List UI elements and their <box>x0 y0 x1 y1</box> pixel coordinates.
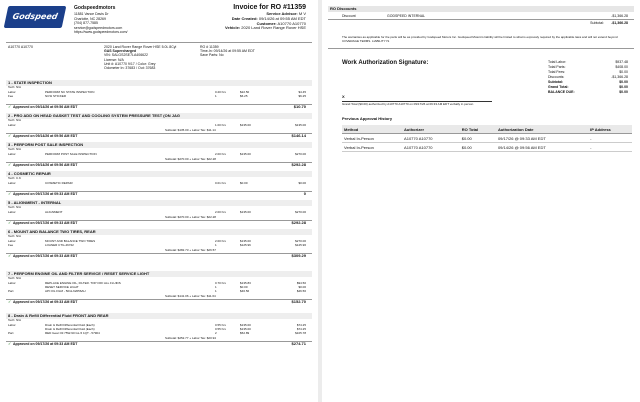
line-amount: $46.56 <box>296 289 306 293</box>
line-amount: $4.45 <box>298 90 306 94</box>
history-cell: A10770 A10770 <box>402 134 460 143</box>
line-description: ALIGNMENT <box>45 210 63 214</box>
totals-label: Discounts: <box>548 75 565 79</box>
job-tech: Tech: N/A <box>8 234 22 239</box>
line-amount: $94.50 <box>296 281 306 285</box>
line-amount: $105.78 <box>295 331 306 335</box>
line-rate: $0.00 <box>240 285 248 289</box>
customer-value: A10770 A10770 <box>277 20 306 26</box>
vehicle-label: Vehicle: <box>225 25 241 31</box>
line-type: Part <box>8 331 14 335</box>
line-quantity: 1 <box>215 285 217 289</box>
line-quantity: 0.55 hrs <box>215 323 226 327</box>
line-description: REPLACE ENGINE OIL, FILTER. TOP OFF ALL FLUIDS <box>45 281 121 285</box>
line-rate: $125.96 <box>240 243 251 247</box>
line-rate: $135.83 <box>240 281 251 285</box>
authorization-heading: Work Authorization Signature: <box>342 60 429 66</box>
approval-history-heading: Previous Approval History <box>342 116 393 121</box>
job-tech: Tech: N/A <box>8 205 22 210</box>
line-rate: $135.00 <box>240 210 251 214</box>
invoice-title: Invoice for RO #11359 <box>233 4 306 11</box>
line-type: Fee <box>8 94 14 98</box>
approved-check-icon: ✓ <box>8 252 12 258</box>
line-description: PERFORM NC STATE INSPECTION <box>45 90 95 94</box>
service-advisor-value: M V <box>298 11 306 16</box>
job-total: $274.71 <box>291 340 306 346</box>
job-tech: Tech: N/A <box>8 85 22 90</box>
totals-label: BALANCE DUE: <box>548 90 575 94</box>
line-quantity: 2.00 hrs <box>215 239 226 243</box>
line-quantity: 0.55 hrs <box>215 327 226 331</box>
line-type: Labor <box>8 152 16 156</box>
totals-label: Total Labor: <box>548 60 567 64</box>
job-header-row <box>6 171 312 177</box>
line-rate: $135.00 <box>240 327 251 331</box>
customer-label: Customer: <box>256 20 277 26</box>
history-cell: $0.00 <box>460 134 496 143</box>
job-title: 8 - Drain & Refill Differential Fluid FRONT AND REAR <box>8 312 109 318</box>
line-type: Labor <box>8 90 16 94</box>
line-quantity: 0.70 hrs <box>215 281 226 285</box>
job-approved: Approved on 09/14/26 at 09:56 AM EDT <box>13 104 78 109</box>
job-total: $10.70 <box>293 103 306 109</box>
info-vehicle: 2020 Land Rover Range Rover HSE 5.0L 8Cyl <box>104 45 177 49</box>
job-total: 0 <box>303 190 306 196</box>
line-rate: $22.50 <box>240 90 250 94</box>
line-type: Labor <box>8 323 16 327</box>
line-amount: $0.00 <box>298 181 306 185</box>
shop-website[interactable]: https://www.godspeedmotors.com/ <box>74 30 128 34</box>
totals-value: $0.00 <box>619 85 628 89</box>
line-type: Labor <box>8 281 16 285</box>
history-cell: A10770 A10770 <box>402 143 460 152</box>
job-tech: Tech: C.K <box>8 176 22 181</box>
totals-panel <box>548 60 628 95</box>
line-type: Labor <box>8 123 16 127</box>
line-type: Labor <box>8 239 16 243</box>
line-description: NCSI STICKER <box>45 94 67 98</box>
job-subtotal: Subtotal: $141.06 + Labor Tax: $11.64 <box>165 293 216 298</box>
line-amount: $0.00 <box>298 285 306 289</box>
job-subtotal: Subtotal: $270.00 + Labor Tax: $22.28 <box>165 156 216 161</box>
info-vehicle-sub: GAS Supercharged <box>104 49 137 54</box>
line-rate: $0.00 <box>240 181 248 185</box>
line-amount: $125.96 <box>295 243 306 247</box>
job-total: $146.14 <box>291 132 306 138</box>
job-approved: Approved on 09/17/26 at 09:33 AM EDT <box>13 191 78 196</box>
line-type: Fee <box>8 243 14 247</box>
approved-check-icon: ✓ <box>8 190 12 196</box>
invoice-page-2 <box>322 0 640 402</box>
totals-value: $408.00 <box>615 65 628 69</box>
approval-history-header <box>342 125 632 134</box>
history-cell: Verbal In-Person <box>342 134 402 143</box>
approved-check-icon: ✓ <box>8 298 12 304</box>
totals-label: Total Fees: <box>548 70 566 74</box>
approved-check-icon: ✓ <box>8 103 12 109</box>
line-type: Part <box>8 289 14 293</box>
history-column-header: Authorizer <box>402 125 460 134</box>
history-row <box>342 134 632 143</box>
discount-amount: -$1,366.28 <box>611 13 628 18</box>
line-rate: $52.89 <box>240 331 250 335</box>
line-description: RESET SERVICE LIGHT <box>45 285 79 289</box>
line-amount: $6.25 <box>298 94 306 98</box>
job-title: 2 - PRO ADD ON HEAD GASKET TEST AND COOLING SYSTEM PRESSURE TEST (ON JAG <box>8 112 180 118</box>
discounts-subtotal-label: Subtotal: <box>590 20 604 25</box>
line-quantity: 2.00 hrs <box>215 210 226 214</box>
discounts-header-row <box>328 6 634 12</box>
line-amount: $74.25 <box>296 327 306 331</box>
line-description: LOANER CTG-46722 <box>45 243 74 247</box>
job-title: 4 - COSMETIC REPAIR <box>8 170 51 176</box>
date-created-label: Date Created: <box>231 15 258 21</box>
history-cell: Verbal In-Person <box>342 143 402 152</box>
job-title: 6 - MOUNT AND BALANCE TWO TIRES, REAR <box>8 228 96 234</box>
job-tech: Tech: N/A <box>8 118 22 123</box>
job-approved: Approved on 09/17/26 at 09:33 AM EDT <box>13 299 78 304</box>
approved-check-icon: ✓ <box>8 132 12 138</box>
line-rate: $135.00 <box>240 152 251 156</box>
shop-email[interactable]: service@godspeedmotors.com <box>74 25 123 30</box>
approved-check-icon: ✓ <box>8 219 12 225</box>
invoice-header <box>225 4 306 31</box>
line-amount: $135.00 <box>295 123 306 127</box>
line-quantity: 1.00 hrs <box>215 123 226 127</box>
line-description: Drain & Refill Differential Fluid (Each) <box>45 327 95 331</box>
info-vin: VIN: SALGS2SE7LA406622 <box>104 53 148 58</box>
job-subtotal: Subtotal: $270.00 + Labor Tax: $22.28 <box>165 214 216 219</box>
job-title: 7 - PERFORM ENGINE OIL AND FILTER SERVICE / RESET SERVICE LIGHT <box>8 270 150 276</box>
job-tech: Tech: N/A <box>8 318 22 323</box>
line-rate: $135.00 <box>240 239 251 243</box>
info-ro: RO # 11359 <box>200 45 219 49</box>
totals-list <box>548 60 628 95</box>
totals-value: $0.00 <box>619 90 628 94</box>
line-quantity: 1 <box>215 243 217 247</box>
totals-label: Subtotal: <box>548 80 564 84</box>
discounts-heading: RO Discounts <box>330 5 357 11</box>
approval-history-body <box>342 134 632 152</box>
history-cell: 09/17/26 @ 09:33 AM EDT <box>496 134 588 143</box>
invoice-page-1 <box>0 0 318 402</box>
signature-x: X <box>342 94 345 99</box>
vehicle-row <box>225 26 306 31</box>
line-description: MOUNT AND BALANCE TWO TIRES <box>45 239 96 243</box>
shop-name: Godspeedmotors <box>74 5 116 11</box>
discount-description: GODSPEED INTERNAL <box>387 13 426 18</box>
line-rate: $46.56 <box>240 289 250 293</box>
totals-label: Total Parts: <box>548 65 566 69</box>
history-column-header: Method <box>342 125 402 134</box>
line-quantity: 2 <box>215 331 217 335</box>
discounts-subtotal: -$1,366.28 <box>611 20 628 25</box>
info-save-parts: Save Parts: No <box>200 53 224 58</box>
totals-value: $937.48 <box>615 60 628 64</box>
history-row <box>342 143 632 152</box>
line-description: RED Gear Oil 75W-90 GL-5 1QT - 57904 <box>45 331 100 335</box>
line-rate: $6.25 <box>240 94 248 98</box>
totals-value: $0.00 <box>619 80 628 84</box>
line-type: Labor <box>8 210 16 214</box>
info-vehicle-block <box>104 45 176 70</box>
line-quantity: 0.20 hrs <box>215 90 226 94</box>
history-column-header: RO Total <box>460 125 496 134</box>
totals-label: Grand Total: <box>548 85 569 89</box>
info-ro-block <box>200 45 255 58</box>
job-total: $292.28 <box>291 219 306 225</box>
vehicle-value: 2020 Land Rover Range Rover HSE <box>241 25 306 31</box>
info-odometer: Odometer In: 37683 / Out: 37683 <box>104 66 156 71</box>
line-type: Labor <box>8 181 16 185</box>
job-total: $152.70 <box>291 298 306 304</box>
line-description: PERFORM POST SALE INSPECTION <box>45 152 97 156</box>
line-description: Drain & Refill Differential Fluid (Each) <box>45 323 95 327</box>
history-cell: - <box>588 143 632 152</box>
approved-check-icon: ✓ <box>8 340 12 346</box>
history-column-header: IP Address <box>588 125 632 134</box>
warranty-text: The warranties as applicable for the parts will be as provided by Godspeed Motors Inc. Godspeed Motors's liability will be limited to what is expressly required by the applicable laws and will not extend beyond COVERAGE TERMS. LIABILITY IS <box>342 35 618 43</box>
line-quantity: 1 <box>215 289 217 293</box>
job-subtotal: Subtotal: $135.00 + Labor Tax: $11.14 <box>165 127 216 132</box>
history-cell: 09/14/26 @ 09:56 AM EDT <box>496 143 588 152</box>
authorization-fine-print: Grand Total ($0.00) authorized by A10770 A10770 on 09/17/26 at 09:33 AM EDT verbally in person <box>342 102 474 106</box>
job-approved: Approved on 09/14/26 at 09:56 AM EDT <box>13 133 78 138</box>
shop-address-1: 11881 Vance Davis Dr <box>74 12 109 16</box>
job-approved: Approved on 09/17/26 at 09:33 AM EDT <box>13 253 78 258</box>
line-description: COSMETIC REPAIR <box>45 181 73 185</box>
info-license: License: N/A <box>104 57 124 62</box>
line-amount: $270.00 <box>295 239 306 243</box>
line-quantity: 2.00 hrs <box>215 152 226 156</box>
shop-phone: (704) 877-7585 <box>74 21 98 25</box>
job-title: 1 - STATE INSPECTION <box>8 79 52 85</box>
info-time-in: Time-In: 09/14/26 at 09:55 AM EDT <box>200 49 255 54</box>
line-quantity: 1 <box>215 94 217 98</box>
history-cell: $0.00 <box>460 143 496 152</box>
job-total: $309.29 <box>291 252 306 258</box>
line-amount: $270.00 <box>295 152 306 156</box>
service-advisor-label: Service Advisor: <box>266 11 298 16</box>
shop-address-2: Charlotte, NC 28269 <box>74 16 106 21</box>
job-title: 3 - PERFORM POST SALE INSPECTION <box>8 141 84 147</box>
job-subtotal: Subtotal: $252.77 + Labor Tax: $20.94 <box>165 335 216 340</box>
discount-label: Discount <box>342 13 356 18</box>
job-title: 5 - ALIGNMENT - INTERNAL <box>8 199 62 205</box>
warranty-divider <box>328 48 634 49</box>
totals-value: -$1,366.28 <box>611 75 628 79</box>
approval-history-table <box>342 125 632 152</box>
approved-check-icon: ✓ <box>8 161 12 167</box>
job-total: $292.28 <box>291 161 306 167</box>
job-approved: Approved on 09/17/26 at 09:33 AM EDT <box>13 220 78 225</box>
job-tech: Tech: N/A <box>8 147 22 152</box>
shop-logo: Godspeed <box>4 6 67 28</box>
totals-row <box>548 90 628 95</box>
line-amount: $270.00 <box>295 210 306 214</box>
line-rate: $135.00 <box>240 123 251 127</box>
line-quantity: 0.01 hrs <box>215 181 226 185</box>
history-cell: - <box>588 134 632 143</box>
job-tech: Tech: N/A <box>8 276 22 281</box>
line-amount: $74.25 <box>296 323 306 327</box>
info-unit: Unit #: A10770 9/17 / Color: Grey <box>104 61 156 66</box>
info-customer: A10770 A10770 <box>8 45 33 49</box>
discounts-divider <box>328 19 634 20</box>
date-created-value: 09/14/26 at 09:55 AM EDT <box>258 15 306 21</box>
totals-value: $0.00 <box>619 70 628 74</box>
job-subtotal: Subtotal: $282.73 + Labor Tax: $26.57 <box>165 247 216 252</box>
job-approved: Approved on 09/14/26 at 09:56 AM EDT <box>13 162 78 167</box>
line-description: API OIL FILM - 5011-62056AU <box>45 289 86 293</box>
job-approved: Approved on 09/17/26 at 09:33 AM EDT <box>13 341 78 346</box>
line-rate: $135.00 <box>240 323 251 327</box>
header-divider <box>6 42 312 43</box>
history-column-header: Authorization Date <box>496 125 588 134</box>
